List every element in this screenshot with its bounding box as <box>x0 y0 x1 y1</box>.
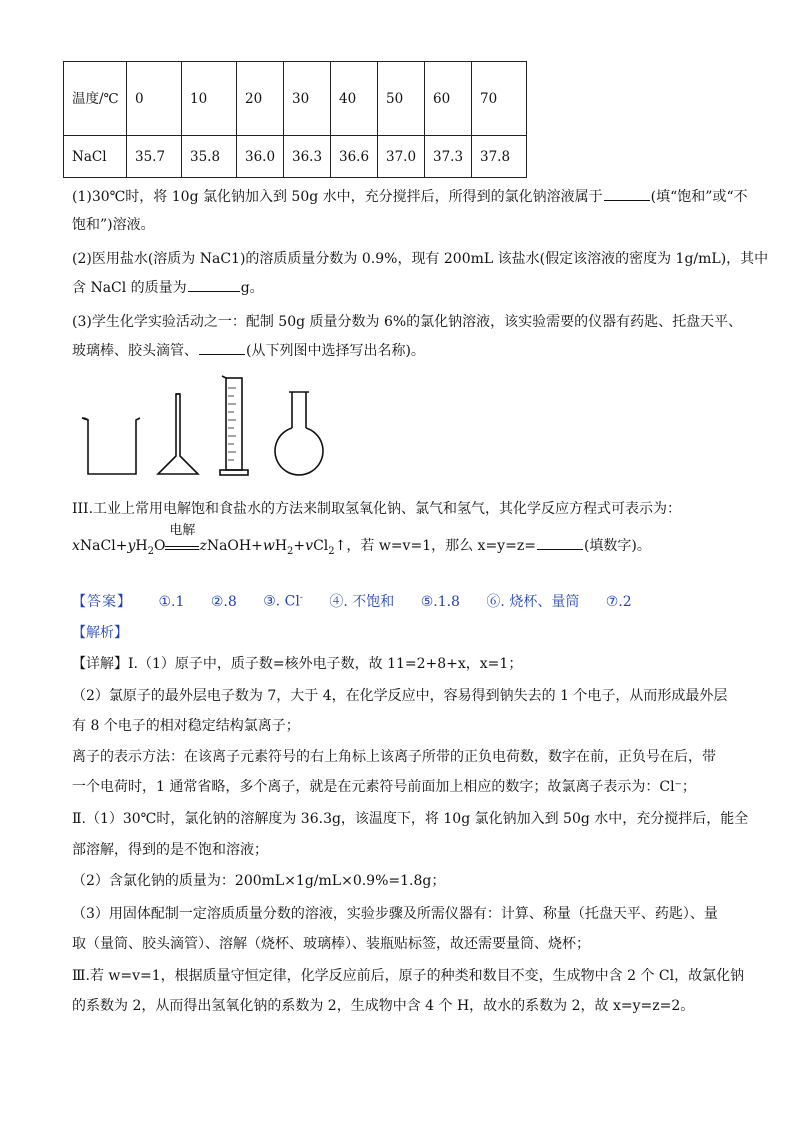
answer-item: ⑥. 烧杯、量筒 <box>486 594 580 610</box>
analysis-line: 取（量筒、胶头滴管）、溶解（烧杯、玻璃棒）、装瓶贴标签，故还需要量筒、烧杯； <box>72 936 590 952</box>
electrolysis-condition: 电解 <box>165 537 199 550</box>
funnel-icon <box>158 394 198 474</box>
analysis-line: 部溶解，得到的是不饱和溶液； <box>72 842 268 858</box>
table-header-cell: 60 <box>425 62 472 136</box>
question-2-line-2: 含 NaCl 的质量为 g。 <box>72 280 264 296</box>
table-header-cell: 70 <box>472 62 527 136</box>
answer-item: ⑦.2 <box>605 594 632 610</box>
analysis-line: 的系数为 2，从而得出氢氧化钠的系数为 2，生成物中含 4 个 H，故水的系数为 2，故 x=y=z=2。 <box>72 998 695 1014</box>
solubility-table <box>63 61 527 178</box>
table-cell: 36.3 <box>284 136 331 178</box>
answer-item: ①.1 <box>158 594 185 610</box>
question-2-line-1: (2)医用盐水(溶质为 NaC1)的溶质质量分数为 0.9%，现有 200mL 该盐水(假定该溶液的密度为 1g/mL)，其中 <box>72 251 769 267</box>
table-cell: 35.8 <box>182 136 237 178</box>
table-cell: 37.3 <box>425 136 472 178</box>
table-row-nacl <box>64 136 527 178</box>
table-cell: NaCl <box>64 136 127 178</box>
table-cell: 35.7 <box>127 136 182 178</box>
table-cell: 37.0 <box>378 136 425 178</box>
graduated-cylinder-icon <box>220 376 248 475</box>
question-1-line-1: (1)30℃时，将 10g 氯化钠加入到 50g 水中，充分搅拌后，所得到的氯化钠溶液属于 (填“饱和”或“不 <box>72 189 748 205</box>
table-header-cell: 0 <box>127 62 182 136</box>
table-cell: 37.8 <box>472 136 527 178</box>
analysis-line: （2）氯原子的最外层电子数为 7，大于 4，在化学反应中，容易得到钠失去的 1 个电子，从而形成最外层 <box>72 688 728 704</box>
answer-blank <box>604 199 650 201</box>
analysis-line: 有 8 个电子的相对稳定结构氯离子； <box>72 718 300 734</box>
analysis-line: 一个电荷时，1 通常省略，多个离子，就是在元素符号前面加上相应的数字；故氯离子表示为：Cl⁻； <box>72 779 696 795</box>
table-row-temperature <box>64 62 527 136</box>
table-header-cell: 10 <box>182 62 237 136</box>
answer-line <box>72 591 654 611</box>
apparatus-figure <box>70 372 340 482</box>
answer-item: ④. 不饱和 <box>329 594 395 610</box>
beaker-icon <box>82 418 140 474</box>
question-4-line-1: III.工业上常用电解饱和食盐水的方法来制取氢氧化钠、氯气和氢气，其化学反应方程式可表示为： <box>72 501 682 517</box>
answer-item: ③. Cl- <box>263 593 303 610</box>
table-header-cell: 30 <box>284 62 331 136</box>
question-3-line-1: (3)学生化学实验活动之一：配制 50g 质量分数为 6%的氯化钠溶液，该实验需要的仪器有药匙、托盘天平、 <box>72 314 743 330</box>
table-header-cell: 温度/℃ <box>64 62 127 136</box>
chemical-equation: $xNaCl+yH_2O$ 电解 $zNaOH+wH_2+vCl_2↑$，若 w=v=1，那么 x=y=z= (填数字)。 <box>72 523 651 557</box>
analysis-label: 【解析】 <box>72 625 128 641</box>
table-header-cell: 40 <box>331 62 378 136</box>
analysis-line: （2）含氯化钠的质量为：200mL×1g/mL×0.9%=1.8g； <box>72 873 446 889</box>
table-cell: 36.0 <box>237 136 284 178</box>
question-3-line-2: 玻璃棒、胶头滴管、 (从下列图中选择写出名称)。 <box>72 343 425 359</box>
table-header-cell: 50 <box>378 62 425 136</box>
table-header-cell: 20 <box>237 62 284 136</box>
answer-item: ②.8 <box>210 594 237 610</box>
analysis-line: Ⅱ.（1）30℃时，氯化钠的溶解度为 36.3g，该温度下，将 10g 氯化钠加入到 50g 水中，充分搅拌后，能全 <box>72 811 749 827</box>
round-bottom-flask-icon <box>275 392 323 475</box>
question-1-line-2: 饱和”)溶液。 <box>72 217 155 233</box>
analysis-line: Ⅲ.若 w=v=1，根据质量守恒定律，化学反应前后，原子的种类和数目不变，生成物中含 2 个 Cl，故氯化钠 <box>72 968 745 984</box>
answer-item: ⑤.1.8 <box>420 594 460 610</box>
answer-label: 【答案】 <box>72 594 132 610</box>
analysis-line: 【详解】Ⅰ.（1）原子中，质子数=核外电子数，故 11=2+8+x，x=1； <box>72 656 523 672</box>
analysis-line: （3）用固体配制一定溶质质量分数的溶液，实验步骤及所需仪器有：计算、称量（托盘天平、药匙）、量 <box>72 906 718 922</box>
answer-blank <box>188 290 240 292</box>
table-cell: 36.6 <box>331 136 378 178</box>
answer-blank <box>537 548 583 550</box>
answer-blank <box>199 353 245 355</box>
analysis-line: 离子的表示方法：在该离子元素符号的右上角标上该离子所带的正负电荷数，数字在前，正负号在后，带 <box>72 749 716 765</box>
